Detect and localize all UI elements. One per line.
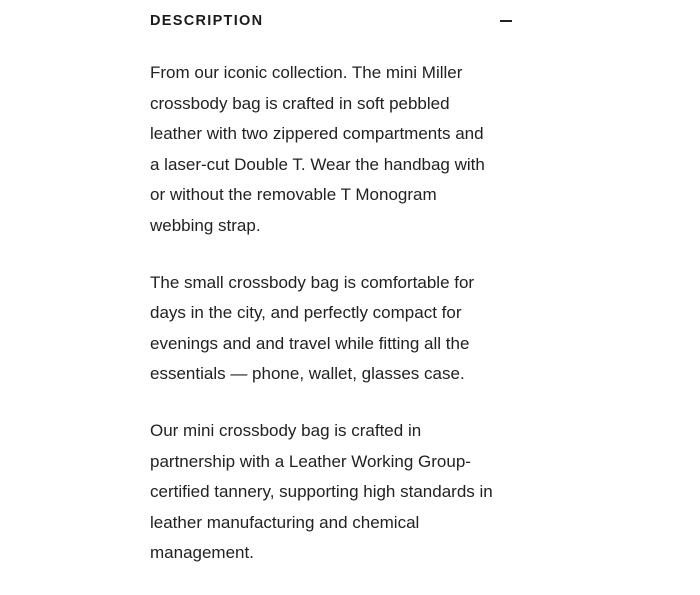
paragraph-line: days in the city, and perfectly compact for xyxy=(150,303,462,323)
section-title: DESCRIPTION xyxy=(150,13,264,29)
paragraph-line: From our iconic collection. The mini Miller xyxy=(150,63,463,82)
minus-icon[interactable] xyxy=(500,20,512,22)
paragraph-line: a laser-cut Double T. Wear the handbag with xyxy=(150,154,485,174)
paragraph-line: The small crossbody bag is comfortable for xyxy=(150,272,475,292)
paragraph-line: certified tannery, supporting high standards in xyxy=(150,482,493,502)
paragraph-line: or without the removable T Monogram xyxy=(150,185,437,205)
paragraph-line: management. xyxy=(150,543,254,563)
paragraph-line: crossbody bag is crafted in soft pebbled xyxy=(150,93,450,113)
description-paragraph xyxy=(150,58,550,242)
description-accordion-header[interactable] xyxy=(150,9,514,33)
description-paragraph xyxy=(150,268,550,390)
paragraph-line: leather manufacturing and chemical xyxy=(150,512,420,532)
paragraph-line: Our mini crossbody bag is crafted in xyxy=(150,420,422,440)
description-content xyxy=(150,58,550,595)
paragraph-line: webbing strap. xyxy=(150,215,261,235)
paragraph-line: leather with two zippered compartments and xyxy=(150,124,484,144)
description-paragraph xyxy=(150,416,550,569)
paragraph-line: essentials — phone, wallet, glasses case. xyxy=(150,364,465,384)
paragraph-line: partnership with a Leather Working Group- xyxy=(150,451,471,471)
paragraph-line: evenings and and travel while fitting all the xyxy=(150,333,470,353)
